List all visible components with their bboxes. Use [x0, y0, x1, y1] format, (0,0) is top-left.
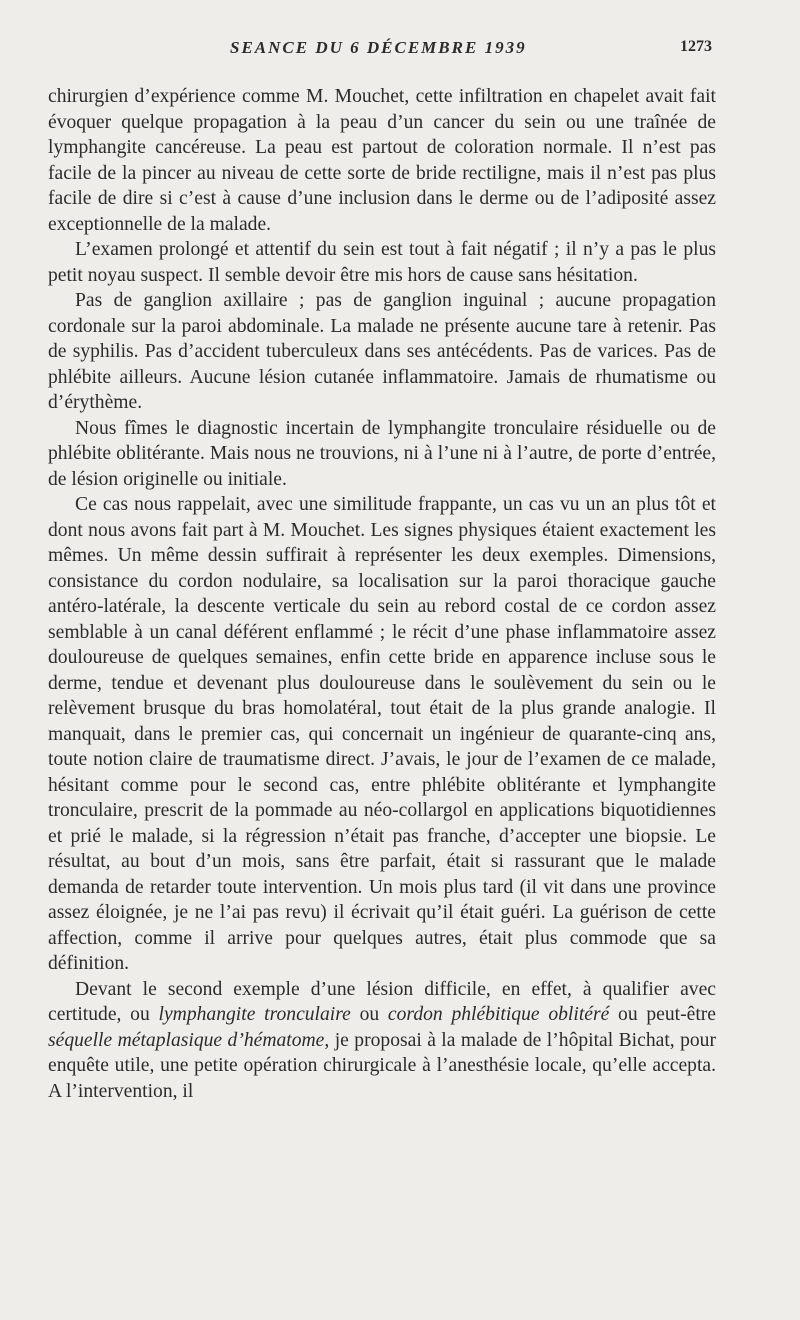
paragraph-6-text-a: Devant le second exemple d’une lésion difficile, en effet, à qualifier avec certitude, ou	[48, 978, 716, 1025]
paragraph-3: Pas de ganglion axillaire ; pas de ganglion inguinal ; aucune propagation cordonale sur la paroi abdominale. La malade ne présente aucune tare à retenir. Pas de syphilis. Pas d’accident tuberculeux dans ses antécédents. Pas de varices. Pas de phlébite ailleurs. Aucune lésion cutanée inflammatoire. Jamais de rhumatisme ou d’érythème.	[48, 290, 716, 413]
paragraph-6	[48, 977, 716, 1105]
paragraph-5: Ce cas nous rappelait, avec une similitude frappante, un cas vu un an plus tôt et dont nous avons fait part à M. Mouchet. Les signes physiques étaient exactement les mêmes. Un même dessin suffirait à représenter les deux exemples. Dimensions, consistance du cordon nodulaire, sa localisation sur la paroi thoracique gauche antéro-latérale, la descente verticale du sein au rebord costal de ce cordon assez semblable à un canal déférent enflammé ; le récit d’une phase inflammatoire assez douloureuse de quelques semaines, enfin cette bride en apparence incluse sous le derme, tendue et devenant plus douloureuse dans le soulèvement du sein ou le relèvement brusque du bras homolatéral, tout était de la plus grande analogie. Il manquait, dans le premier cas, qui concernait un ingénieur de quarante-cinq ans, toute notion claire de traumatisme direct. J’avais, le jour de l’examen de ce malade, hésitant comme pour le second cas, entre phlébite oblitérante et lymphangite tronculaire, prescrit de la pommade au néo-collargol en applications biquotidiennes et prié le malade, si la régression n’était pas franche, d’accepter une biopsie. Le résultat, au bout d’un mois, sans être parfait, était si rassurant que le malade demanda de retarder toute intervention. Un mois plus tard (il vit dans une province assez éloignée, je ne l’ai pas revu) il écrivait qu’il était guéri. La guérison de cette affection, comme il arrive pour quelques autres, était plus commode que sa définition.	[48, 494, 716, 974]
page-header	[0, 38, 800, 66]
running-title: SEANCE DU 6 DÉCEMBRE 1939	[230, 38, 527, 57]
term-lymphangite-tronculaire: lymphangite tronculaire	[158, 1004, 351, 1025]
paragraph-4: Nous fîmes le diagnostic incertain de lymphangite tronculaire résiduelle ou de phlébite oblitérante. Mais nous ne trouvions, ni à l’une ni à l’autre, de porte d’entrée, de lésion originelle ou initiale.	[48, 417, 716, 490]
term-cordon-phlebitique: cordon phlébitique oblitéré	[387, 1004, 610, 1025]
page-number: 1273	[680, 38, 712, 55]
paragraph-6-text-b: ou	[350, 1004, 388, 1025]
paragraph-1: chirurgien d’expérience comme M. Mouchet, cette infiltration en chapelet avait fait évoquer quelque propagation à la peau d’un cancer du sein ou une traînée de lymphangite cancéreuse. La peau est partout de coloration normale. Il n’est pas facile de la pincer au niveau de cette sorte de bride rectiligne, mais il n’est pas plus facile de dire si c’est à cause d’une inclusion dans le derme ou de l’adiposité assez exceptionnelle de la malade.	[48, 86, 716, 235]
term-sequelle-metaplasique: séquelle métaplasique d’hématome	[48, 1029, 325, 1051]
paragraph-6-text-c: ou peut-être	[609, 1004, 716, 1025]
paragraph-2: L’examen prolongé et attentif du sein est tout à fait négatif ; il n’y a pas le plus petit noyau suspect. Il semble devoir être mis hors de cause sans hésitation.	[48, 239, 716, 286]
paragraph-6-text-d: , je proposai à la malade de l’hôpital Bichat, pour enquête utile, une petite opération chirurgicale à l’anesthésie locale, qu’elle accepta. A l’intervention, il	[48, 1029, 716, 1102]
body-text	[48, 84, 716, 1104]
